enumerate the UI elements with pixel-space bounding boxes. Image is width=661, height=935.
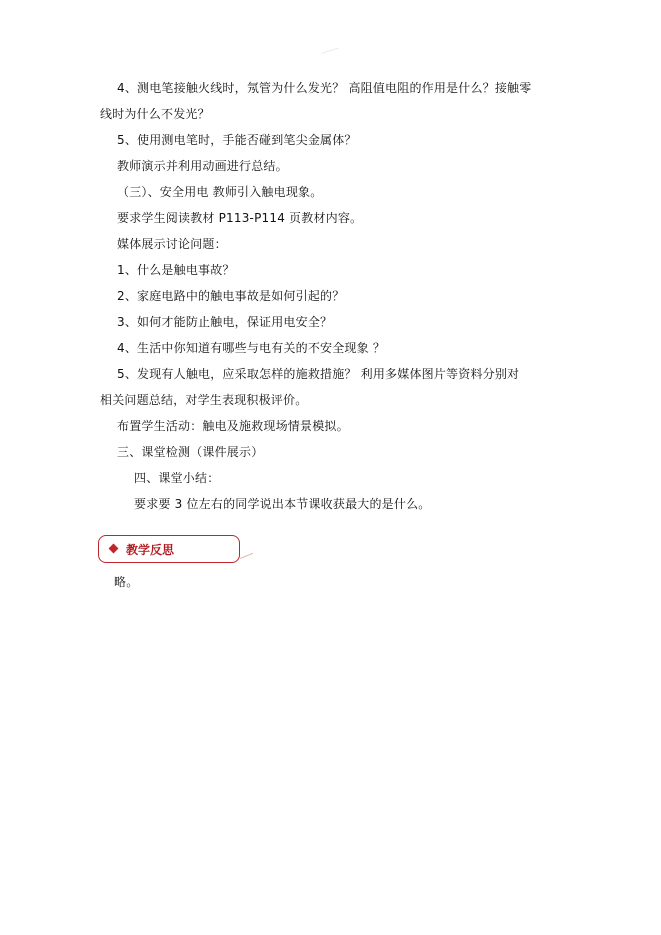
decorative-mark — [321, 47, 340, 59]
reflection-text: 略。 — [114, 575, 139, 589]
paragraph-line: 线时为什么不发光？ — [100, 107, 210, 121]
diamond-bullet-icon — [109, 544, 119, 554]
paragraph-line: 教师演示并利用动画进行总结。 — [117, 159, 288, 173]
paragraph-line: 2、家庭电路中的触电事故是如何引起的？ — [117, 289, 345, 303]
paragraph-line: （三）、安全用电 教师引入触电现象。 — [117, 185, 323, 199]
paragraph-line: 要求要 3 位左右的同学说出本节课收获最大的是什么。 — [134, 497, 431, 511]
paragraph-line: 5、发现有人触电，应采取怎样的施救措施？ 利用多媒体图片等资料分别对 — [117, 367, 520, 381]
paragraph-line: 三、课堂检测（课件展示） — [117, 445, 264, 459]
paragraph-line: 媒体展示讨论问题： — [117, 237, 227, 251]
paragraph-line: 4、测电笔接触火线时，氖管为什么发光？ 高阻值电阻的作用是什么？接触零 — [117, 81, 532, 95]
paragraph-line: 5、使用测电笔时，手能否碰到笔尖金属体？ — [117, 133, 357, 147]
paragraph-line: 四、课堂小结： — [134, 471, 220, 485]
paragraph-line: 要求学生阅读教材 P113-P114 页教材内容。 — [117, 211, 363, 225]
section-header-teaching-reflection — [98, 535, 240, 563]
paragraph-line: 1、什么是触电事故？ — [117, 263, 235, 277]
section-header-tail — [240, 553, 253, 559]
paragraph-line: 布置学生活动：触电及施救现场情景模拟。 — [117, 419, 349, 433]
paragraph-line: 相关问题总结，对学生表现积极评价。 — [100, 393, 308, 407]
section-title: 教学反思 — [126, 543, 175, 557]
paragraph-line: 4、生活中你知道有哪些与电有关的不安全现象 ？ — [117, 341, 386, 355]
paragraph-line: 3、如何才能防止触电，保证用电安全？ — [117, 315, 333, 329]
